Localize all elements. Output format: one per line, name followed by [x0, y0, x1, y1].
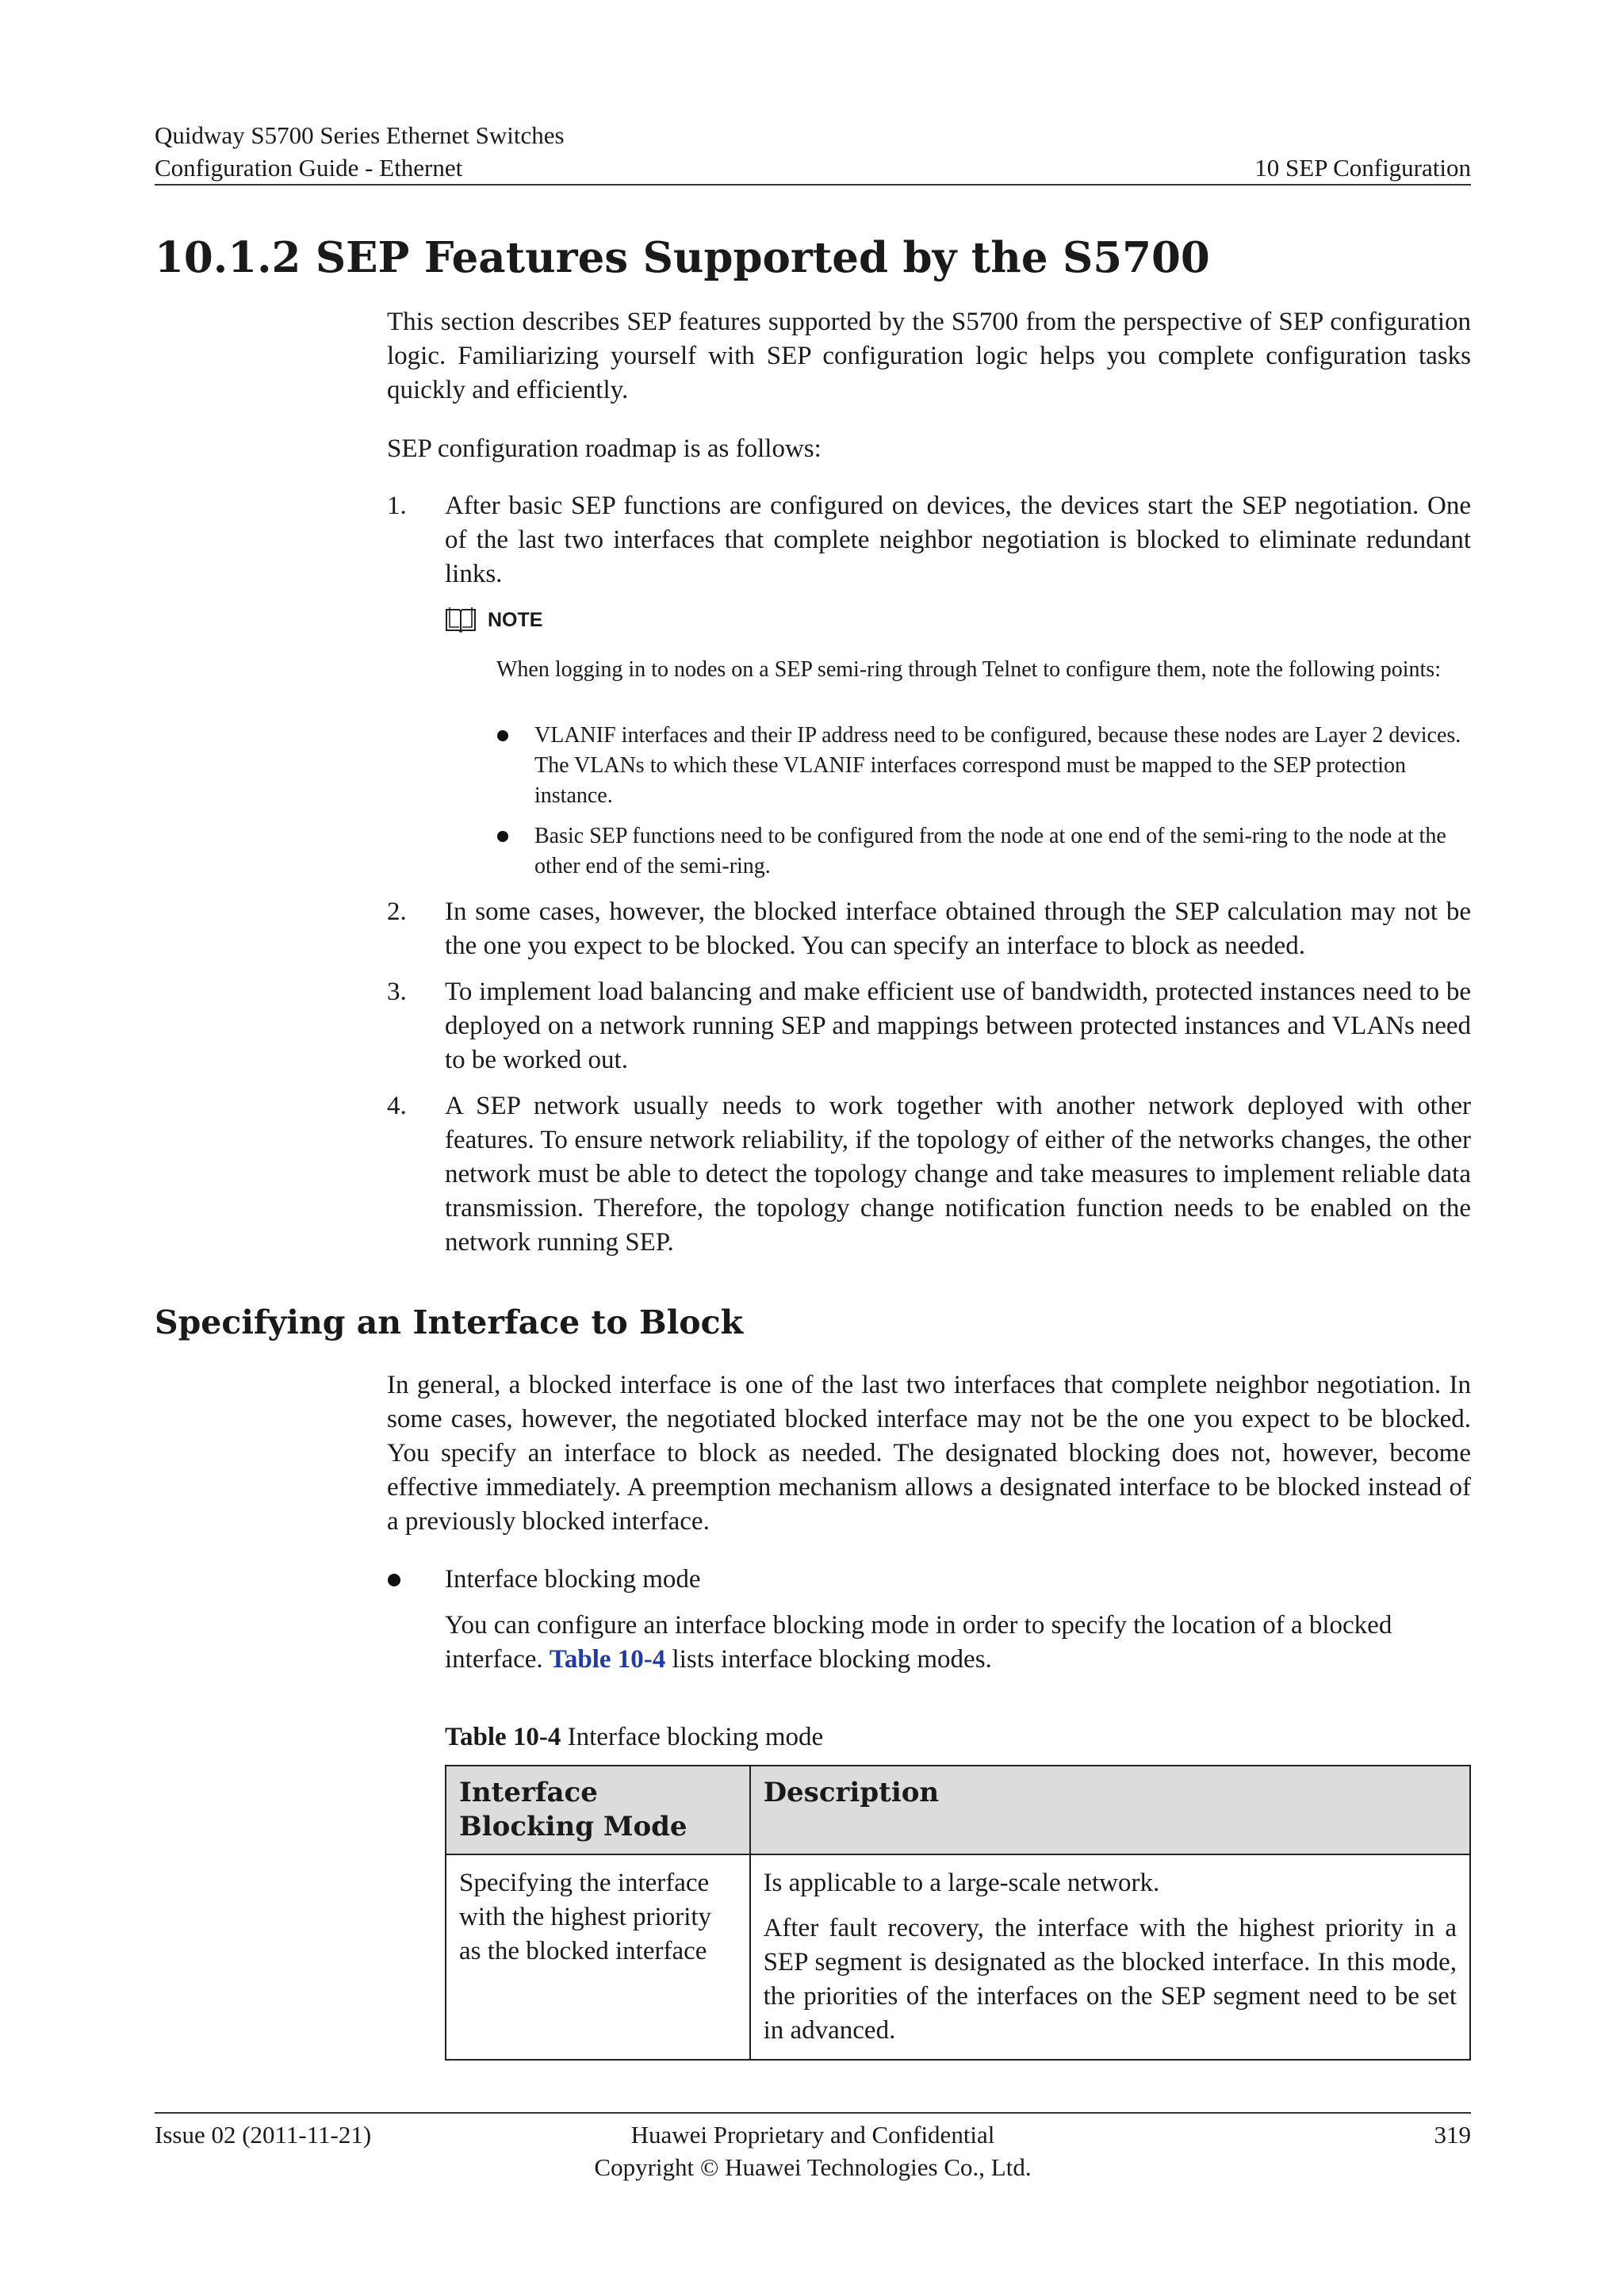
- header-guide: Configuration Guide - Ethernet: [155, 154, 463, 182]
- footer-issue: Issue 02 (2011-11-21): [155, 2121, 372, 2149]
- page-header: [155, 119, 1471, 186]
- footer-page-number: 319: [1434, 2121, 1471, 2149]
- table-caption: [445, 1720, 823, 1755]
- step-text: To implement load balancing and make efficient use of bandwidth, protected instances need to be deployed on a network running SEP and mappings between protected instances and VLANs need to be worked out.: [445, 978, 1471, 1074]
- step-number: 3.: [387, 978, 407, 1006]
- bullet-text: You can configure an interface blocking mode in order to specify the location of a blocked interface.: [445, 1611, 1392, 1674]
- table-header-row: [446, 1766, 1470, 1854]
- note-label: NOTE: [488, 608, 543, 631]
- header-product: Quidway S5700 Series Ethernet Switches: [155, 121, 565, 149]
- table-link[interactable]: Table 10-4: [549, 1645, 666, 1674]
- page-title: 10.1.2 SEP Features Supported by the S5700: [155, 233, 1210, 282]
- note-bullet: VLANIF interfaces and their IP address need to be configured, because these nodes are Layer 2 devices. The VLANs to which these VLANIF interfaces correspond must be mapped to the SEP protection instance.: [534, 723, 1461, 808]
- description-line: After fault recovery, the interface with the highest priority in a SEP segment is designated as the blocked interface. In this mode, the priorities of the interfaces on the SEP segment need to be set in advanced.: [763, 1914, 1457, 2045]
- bullet-text: lists interface blocking modes.: [665, 1645, 992, 1674]
- step-number: 1.: [387, 492, 407, 520]
- bullet-title: Interface blocking mode: [445, 1565, 701, 1594]
- page-footer: [155, 2112, 1471, 2185]
- bullet-dot-icon: [497, 730, 508, 741]
- footer-confidential: Huawei Proprietary and Confidential: [630, 2121, 995, 2149]
- note-header: [445, 604, 542, 636]
- blocking-mode-table: [445, 1765, 1471, 2061]
- footer-center: [155, 2118, 1471, 2183]
- table-caption-text: Interface blocking mode: [561, 1723, 824, 1751]
- table-cell-mode: Specifying the interface with the highest priority as the blocked interface: [446, 1854, 750, 2060]
- note-text: When logging in to nodes on a SEP semi-ring through Telnet to configure them, note the following points:: [496, 657, 1441, 682]
- bullet-dot-icon: [497, 831, 508, 842]
- table-row: [446, 1854, 1470, 2060]
- table-header-cell: Interface Blocking Mode: [446, 1766, 750, 1854]
- footer-copyright: Copyright © Huawei Technologies Co., Ltd.: [594, 2153, 1032, 2181]
- section-paragraph: In general, a blocked interface is one of the last two interfaces that complete neighbor negotiation. In some cases, however, the negotiated blocked interface may not be the one you expect to be blocked. You specify an interface to block as needed. The designated blocking does not, however, become effective immediately. A preemption mechanism allows a designated interface to be blocked instead of a previously blocked interface.: [387, 1371, 1471, 1536]
- table-caption-label: Table 10-4: [445, 1723, 561, 1751]
- step-text: A SEP network usually needs to work together with another network deployed with other features. To ensure network reliability, if the topology of either of the networks changes, the other network must be able to detect the topology change and take measures to implement reliable data transmission. Therefore, the topology change notification function needs to be enabled on the network running SEP.: [445, 1092, 1471, 1257]
- bullet-dot-icon: [388, 1574, 400, 1586]
- note-bullet: Basic SEP functions need to be configured from the node at one end of the semi-ring to the node at the other end of the semi-ring.: [534, 824, 1446, 878]
- bullet-body: [445, 1609, 1471, 1677]
- intro-paragraph: This section describes SEP features supported by the S5700 from the perspective of SEP configuration logic. Familiarizing yourself with SEP configuration logic helps you complete configuration tasks quickly and efficiently.: [387, 308, 1471, 404]
- description-line: Is applicable to a large-scale network.: [763, 1869, 1160, 1897]
- roadmap-intro: SEP configuration roadmap is as follows:: [387, 434, 822, 463]
- section-heading: Specifying an Interface to Block: [155, 1303, 743, 1341]
- step-number: 2.: [387, 897, 407, 926]
- step-text: After basic SEP functions are configured on devices, the devices start the SEP negotiation. One of the last two interfaces that complete neighbor negotiation is blocked to eliminate redundant links.: [445, 492, 1471, 588]
- table-header-cell: Description: [750, 1766, 1470, 1854]
- table-cell-description: [750, 1854, 1470, 2060]
- header-chapter: 10 SEP Configuration: [1254, 154, 1471, 182]
- step-number: 4.: [387, 1092, 407, 1120]
- book-icon: [445, 607, 477, 633]
- header-left: [155, 119, 565, 184]
- step-text: In some cases, however, the blocked interface obtained through the SEP calculation may not be the one you expect to be blocked. You can specify an interface to block as needed.: [445, 897, 1471, 960]
